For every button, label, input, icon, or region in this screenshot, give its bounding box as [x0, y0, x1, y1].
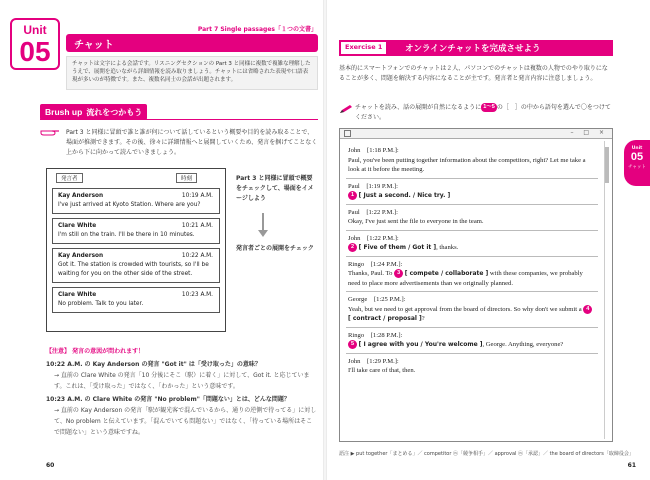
arrowhead-icon	[258, 230, 268, 237]
user-icon	[344, 130, 351, 137]
chat-message	[346, 354, 598, 379]
notes-section	[46, 346, 318, 438]
answer-choices[interactable]: [ Five of them / Got it ]	[358, 244, 437, 252]
chat-message	[346, 292, 598, 328]
section-title-bar	[66, 34, 318, 52]
brush-up-title: 流れをつかもう	[86, 108, 143, 117]
chat-text: , George. Anything, everyone?	[482, 341, 564, 349]
exercise-heading	[339, 40, 613, 56]
instruction-range: 1〜5	[483, 104, 495, 110]
answer-2: → 直前の Kay Anderson の発言「駅が観光客で混んでいるから、通りの逆側で待ってる」に対して、No problem と伝えています。「混んでいても問題ない」ではなく、「待っている場所はそこで問題ない」という意味ですね。	[54, 407, 317, 436]
chat-header: John [1:22 P.M.]:	[348, 234, 399, 242]
chat-message	[346, 257, 598, 293]
section-title: チャット	[74, 40, 114, 51]
chat-message	[346, 205, 598, 231]
side-tab-unit: Unit	[631, 146, 643, 151]
side-tab-label: チャット	[628, 165, 646, 170]
chat-window	[339, 128, 613, 442]
blank-number: 1	[348, 191, 357, 200]
sample-chat-header	[50, 172, 222, 184]
sample-message	[52, 248, 220, 283]
answer-choices[interactable]: [ Just a second. / Nice try. ]	[358, 192, 451, 200]
brush-up-tag: Brush up	[45, 107, 83, 117]
question-2: 10:23 A.M. の Clare White の発言 "No problem"「問題ない」とは、どんな問題？	[46, 396, 290, 403]
chat-message	[346, 143, 598, 179]
vocabulary-notes: 語注 ▶ put together「まとめる」／ competitor ⓝ「競争相手」／ approval ⓝ「承認」／ the board of directors「取締役会」	[339, 451, 634, 457]
unit-number: 05	[19, 36, 51, 67]
instruction-part-a: チャットを読み、話の展開が自然になるように	[355, 104, 482, 111]
chat-text: Thanks, Paul. To	[348, 270, 393, 278]
question-1: 10:22 A.M. の Kay Anderson の発言 "Got it" は「受け取った」の意味？	[46, 361, 261, 368]
intro-text: チャットは文字による会話です。リスニングセクションの Part 3 と同様に複数で複雑な理解したうえで、展開を追いながら詳細情報を読み取りましょう。チャットには省略された表現や口語表現が多いのが特徴です。また、複数名同士の会話が出題されます。	[66, 56, 318, 90]
chat-window-titlebar	[340, 129, 612, 139]
pencil-icon	[339, 104, 353, 114]
chat-log	[346, 143, 598, 379]
sample-message	[52, 287, 220, 313]
message-body: I've just arrived at Kyoto Station. Where are you?	[58, 202, 201, 208]
chat-text: Okay, I've just sent the file to everyone in the team.	[348, 218, 484, 226]
chat-header: John [1:18 P.M.]:	[348, 147, 399, 154]
right-page	[325, 0, 650, 480]
message-speaker: Kay Anderson	[58, 253, 104, 259]
unit-word: Unit	[23, 23, 47, 37]
chat-header: John [1:29 P.M.]:	[348, 357, 399, 365]
chat-header: Ringo [1:28 P.M.]:	[348, 331, 403, 339]
exercise-instruction	[355, 103, 613, 123]
chat-message	[346, 328, 598, 354]
message-body: I'm still on the train. I'll be there in 10 minutes.	[58, 232, 195, 238]
sample-chat	[46, 168, 226, 332]
message-speaker: Kay Anderson	[58, 193, 104, 199]
message-body: No problem. Talk to you later.	[58, 301, 144, 307]
chat-header: Paul [1:19 P.M.]:	[348, 182, 399, 190]
time-column-label: 時刻	[176, 173, 197, 183]
chat-text: I'll take care of that, then.	[348, 367, 416, 375]
chat-text: , thanks.	[436, 244, 459, 252]
part-label: Part 7 Single passages「１つの文書」	[197, 26, 317, 33]
answer-choices[interactable]: [ I agree with you / You're welcome ]	[358, 341, 483, 349]
blank-number: 5	[348, 340, 357, 349]
blank-number: 2	[348, 243, 357, 252]
blank-number: 4	[583, 305, 592, 314]
pointing-hand-icon	[40, 128, 60, 138]
scrollbar-thumb[interactable]	[605, 147, 609, 183]
chat-header: George [1:25 P.M.]:	[348, 296, 406, 304]
answer-choices[interactable]: [ compete / collaborate ]	[404, 270, 489, 278]
unit-badge	[10, 18, 60, 70]
chat-header: Ringo [1:24 P.M.]:	[348, 260, 403, 268]
window-controls[interactable]: – □ ×	[570, 129, 608, 136]
chat-text: Paul, you've been putting together information about the competitors, right? Let me take a look at it before the meeting.	[348, 156, 586, 173]
side-note-overview: Part 3 と同様に冒頭で概要をチェックして、場面をイメージしよう	[236, 175, 314, 202]
exercise-tag: Exercise 1	[341, 42, 386, 54]
message-time: 10:19 A.M.	[181, 193, 213, 199]
message-speaker: Clare White	[58, 223, 97, 229]
answer-1: → 直前の Clare White の発言「10 分後にそこ（駅）に着く」に対して、Got it. と応じています。これは、「受け取った」ではなく、「わかった」という意味です。	[54, 372, 310, 390]
exercise-intro: 基本的にスマートフォンでのチャットは２人、パソコンでのチャットは複数の人物でのやり取りになることが多く、問題を解決する内容になることが主です。発言者と発言内容に注意しましょう。	[339, 65, 608, 82]
side-note-development: 発言者ごとの展開をチェック	[236, 245, 314, 252]
chat-text: ?	[421, 315, 425, 323]
message-speaker: Clare White	[58, 292, 97, 298]
chat-message	[346, 231, 598, 257]
answer-choices[interactable]: [ contract / proposal ]	[348, 315, 422, 323]
chat-text: with these companies, we probably need to place more advertisements than we originally planned.	[348, 270, 583, 287]
speaker-column-label: 発言者	[56, 173, 83, 183]
blank-number: 3	[394, 269, 403, 278]
chat-text: Yeah, but we need to get approval from the board of directors. So why don't we submit a	[348, 305, 582, 313]
message-time: 10:21 A.M.	[181, 223, 213, 229]
sample-message	[52, 218, 220, 244]
message-body: Got it. The station is crowded with tourists, so I'll be waiting for you on the other side of the street.	[58, 262, 209, 277]
brush-up-heading	[40, 104, 147, 120]
brush-up-text: Part 3 と同様に冒頭で誰と誰が何について話しているという概要や目的を読み取ることで、場面が推測できます。その後、徐々に詳細情報へと展開していくため、発言を掴げてことなく上から下に向かって読んでいきましょう。	[66, 129, 318, 156]
scrollbar[interactable]	[604, 141, 610, 439]
exercise-title: オンラインチャットを完成させよう	[405, 44, 541, 54]
divider	[40, 119, 318, 120]
side-tab-number: 05	[630, 151, 644, 163]
page-number: 61	[627, 462, 636, 469]
unit-side-tab[interactable]	[624, 140, 650, 186]
message-time: 10:22 A.M.	[181, 253, 213, 259]
message-time: 10:23 A.M.	[181, 292, 213, 298]
chat-header: Paul [1:22 P.M.]:	[348, 208, 399, 216]
notes-heading: 【注意】 発言の意図が問われます！	[46, 348, 145, 355]
chat-message	[346, 179, 598, 205]
instruction-part-b: の［ ］の中から語句を選んで〇をつけてください。	[355, 104, 611, 121]
page-number: 60	[46, 462, 55, 469]
sample-message	[52, 188, 220, 214]
